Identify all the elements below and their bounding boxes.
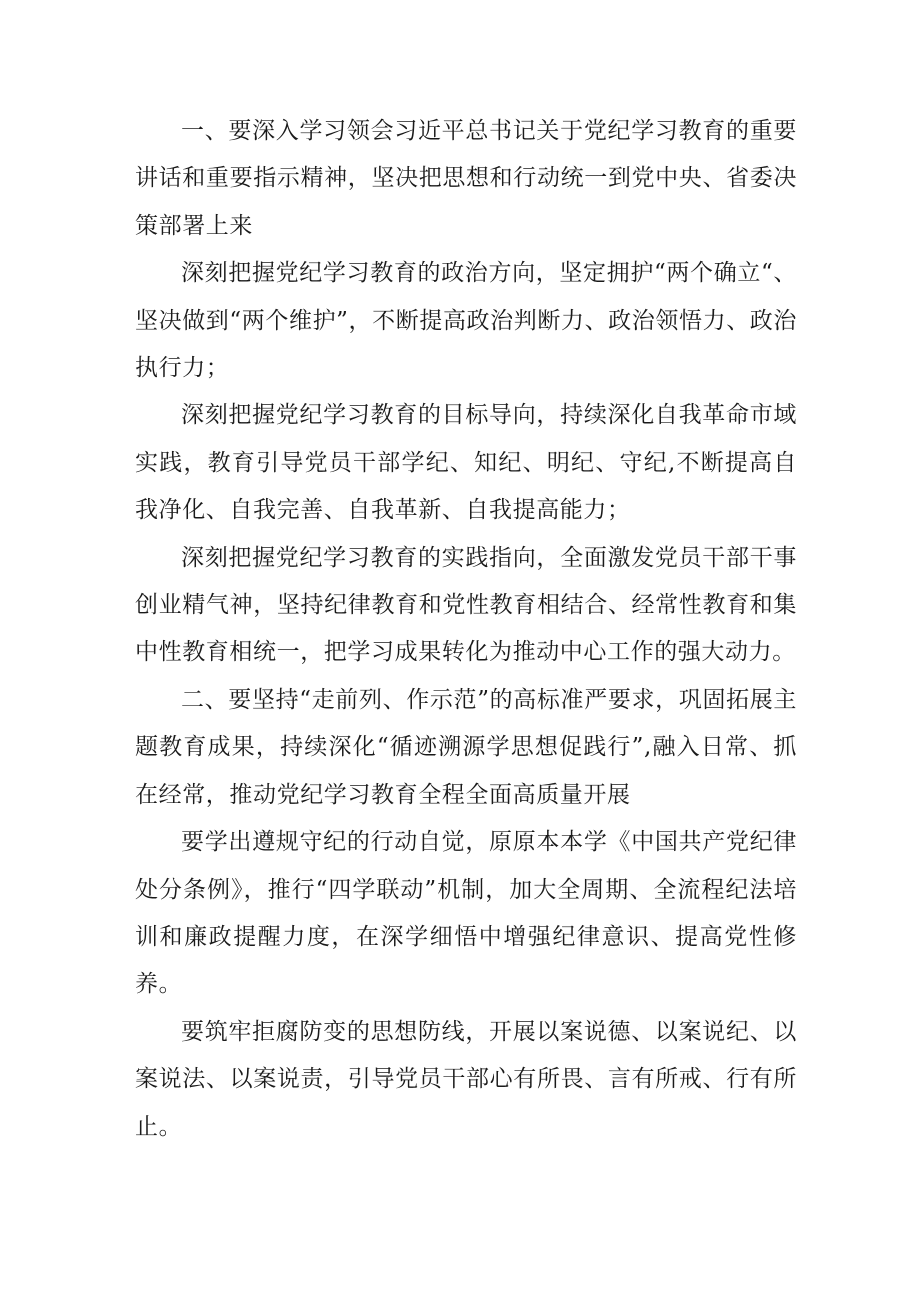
paragraph-heading-1: 一、要深入学习领会习近平总书记关于党纪学习教育的重要讲话和重要指示精神，坚决把思想和行动统一到党中央、省委决策部署上来 xyxy=(135,118,797,239)
paragraph-anti-corruption: 要筑牢拒腐防变的思想防线，开展以案说德、以案说纪、以案说法、以案说责，引导党员干部心有所畏、言有所戒、行有所止。 xyxy=(135,1018,797,1140)
paragraph-discipline-awareness: 要学出遵规守纪的行动自觉，原原本本学《中国共产党纪律处分条例》，推行“四学联动”机制，加大全周期、全流程纪法培训和廉政提醒力度，在深学细悟中增强纪律意识、提高党性修养。 xyxy=(135,829,797,998)
document-body xyxy=(135,108,797,1151)
paragraph-goal-orientation: 深刻把握党纪学习教育的目标导向，持续深化自我革命市域实践，教育引导党员干部学纪、知纪、明纪、守纪,不断提高自我净化、自我完善、自我革新、自我提高能力； xyxy=(135,402,797,524)
paragraph-heading-2: 二、要坚持“走前列、作示范”的高标准严要求，巩固拓展主题教育成果，持续深化“循迹溯源学思想促践行”,融入日常、抓在经常，推动党纪学习教育全程全面高质量开展 xyxy=(135,686,797,808)
paragraph-practice-direction: 深刻把握党纪学习教育的实践指向，全面激发党员干部干事创业精气神，坚持纪律教育和党性教育相结合、经常性教育和集中性教育相统一，把学习成果转化为推动中心工作的强大动力。 xyxy=(135,544,797,666)
paragraph-political-direction: 深刻把握党纪学习教育的政治方向，坚定拥护“两个确立“、坚决做到“两个维护”，不断提高政治判断力、政治领悟力、政治执行力； xyxy=(135,260,797,382)
